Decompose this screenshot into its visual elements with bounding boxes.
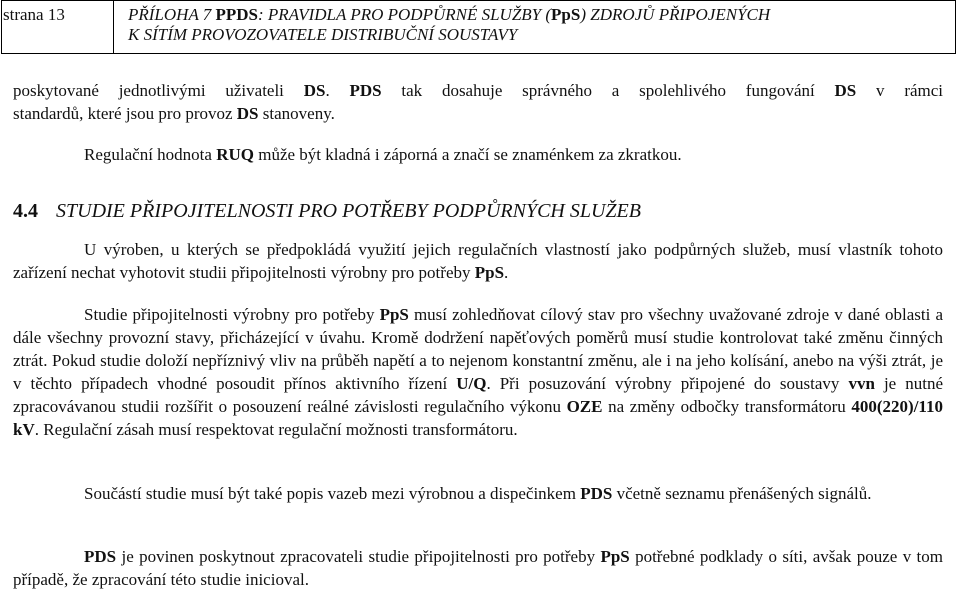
- paragraph-pps-study-requirement: U výroben, u kterých se předpokládá využití jejich regulačních vlastností jako podpůrných služeb, musí vlastník tohoto zařízení nechat vyhotovit studii připojitelnosti výrobny pro potřeby PpS.: [13, 240, 943, 282]
- paragraph-ds-standards: poskytované jednotlivými uživateli DS. PDS tak dosahuje správného a spolehlivého fungování DS v rámci standardů, které jsou pro provoz DS stanoveny.: [13, 81, 944, 123]
- paragraph-pds-obligation: PDS je povinen poskytnout zpracovateli studie připojitelnosti pro potřeby PpS potřebné podklady o síti, avšak pouze v tom případě, že zpracování této studie inicioval.: [13, 547, 943, 589]
- paragraph-study-scope: Studie připojitelnosti výrobny pro potřeby PpS musí zohledňovat cílový stav pro všechny uvažované zdroje v dané oblasti a dále všechny provozní stavy, přicházející v úvahu. Kromě dodržení napěťových poměrů musí studie kontrolovat také změnu činných ztrát. Pokud studie doloží nepříznivý vliv na průběh napětí a to nejenom konstantní změnu, ale i na jeho kolísání, anebo na výši ztrát, je v těchto případech vhodné posoudit přínos aktivního řízení U/Q. Při posuzování výrobny připojené do soustavy vvn je nutné zpracovávanou studii rozšířit o posouzení reálné závislosti regulačního výkonu OZE na změny odbočky transformátoru 400(220)/110 kV. Regulační zásah musí respektovat regulační možnosti transformátoru.: [13, 305, 943, 439]
- header-divider: [113, 1, 114, 53]
- section-number: 4.4: [13, 200, 38, 222]
- header-title-line-2: K SÍTÍM PROVOZOVATELE DISTRIBUČNÍ SOUSTAVY: [128, 25, 518, 44]
- header-title-line-1: PŘÍLOHA 7 PPDS: PRAVIDLA PRO PODPŮRNÉ SLUŽBY (PpS) ZDROJŮ PŘIPOJENÝCH: [128, 5, 771, 24]
- section-title: STUDIE PŘIPOJITELNOSTI PRO POTŘEBY PODPŮRNÝCH SLUŽEB: [56, 200, 641, 222]
- paragraph-signals: Součástí studie musí být také popis vazeb mezi výrobnou a dispečinkem PDS včetně seznamu přenášených signálů.: [84, 484, 872, 503]
- document-header-title: [128, 5, 770, 45]
- section-heading-4-4: [13, 198, 641, 224]
- page-header: [1, 0, 956, 54]
- paragraph-ruq: Regulační hodnota RUQ může být kladná i záporná a značí se znaménkem za zkratkou.: [84, 145, 682, 164]
- page-number-label: strana 13: [3, 5, 65, 24]
